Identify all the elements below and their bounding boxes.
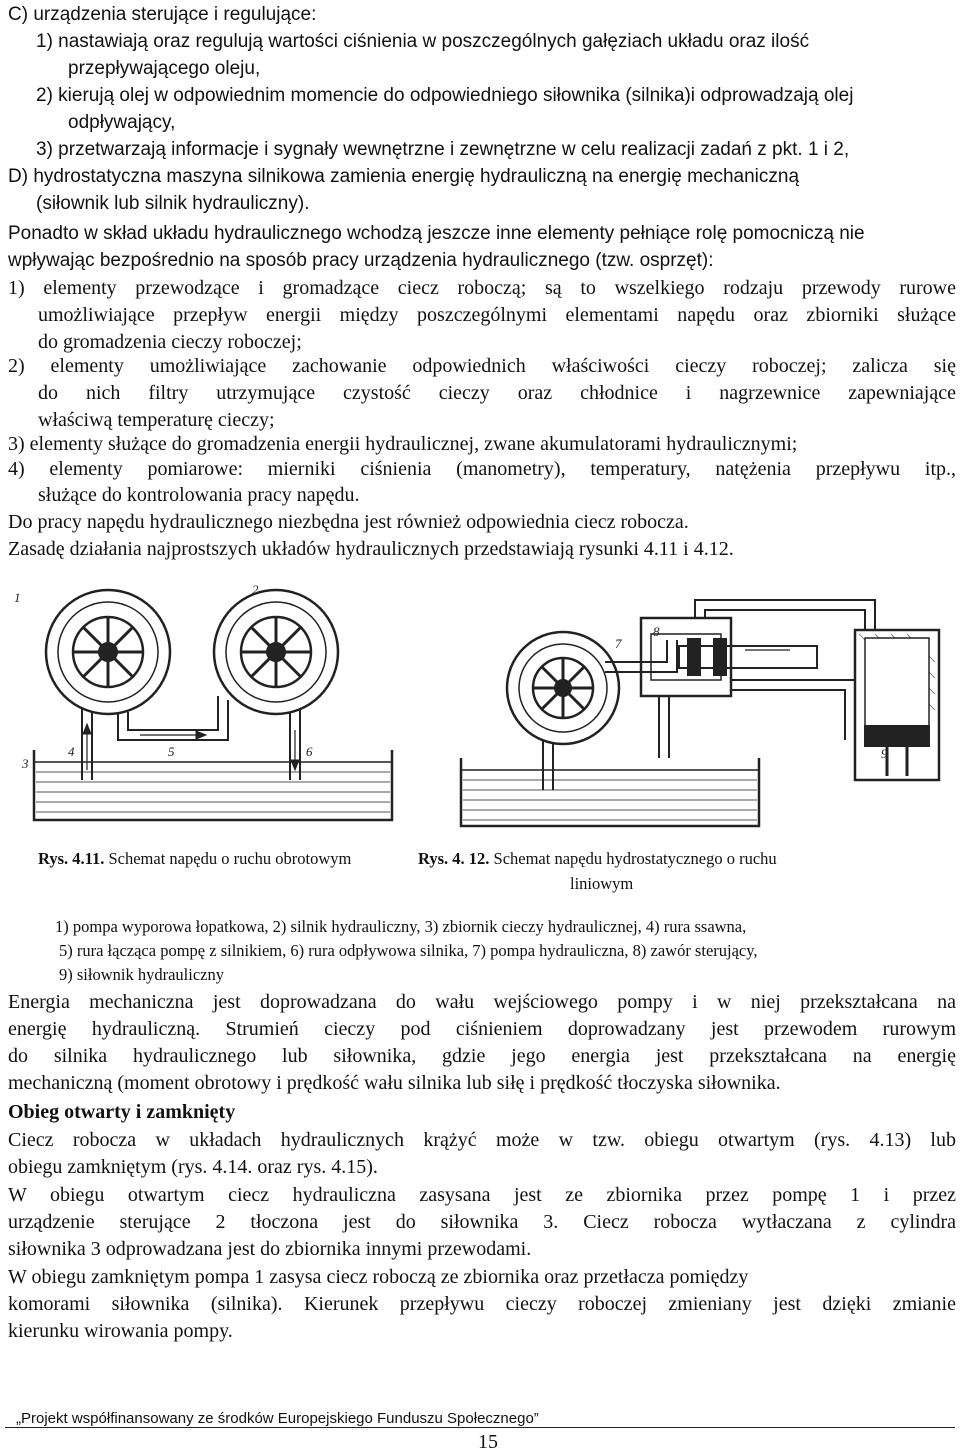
section-c-item-2-cont: odpływający, [68, 112, 176, 133]
figure-legend-line-1: 1) pompa wyporowa łopatkowa, 2) silnik hydrauliczny, 3) zbiornik cieczy hydraulicznej, 4) rura ssawna, [55, 917, 747, 936]
figure-4-12-caption-cont: liniowym [570, 874, 634, 893]
circuit-paragraph-1: Ciecz robocza w układach hydraulicznych krążyć może w tzw. obiegu otwartym (rys. 4.13) lub [8, 1129, 956, 1151]
footer-divider [5, 1427, 955, 1428]
figure-4-12-label-8: 8 [653, 624, 660, 639]
section-d-line-2: (siłownik lub silnik hydrauliczny). [36, 193, 310, 214]
figure-4-12-caption [418, 849, 777, 869]
aux-element-1-end: do gromadzenia cieczy roboczej; [38, 331, 302, 353]
closed-circuit-line-2: komorami siłownika (silnika). Kierunek przepływu cieczy roboczej zmieniany jest dzięki zmianie [8, 1293, 956, 1315]
aux-element-4-cont: służące do kontrolowania pracy napędu. [38, 484, 360, 506]
aux-element-1: 1) elementy przewodzące i gromadzące ciecz roboczą; są to wszelkiego rodzaju przewody rurowe [8, 277, 956, 299]
figure-4-11-label-6: 6 [306, 744, 313, 759]
section-c-heading: C) urządzenia sterujące i regulujące: [8, 4, 317, 25]
aux-element-4: 4) elementy pomiarowe: mierniki ciśnienia (manometry), temperatury, natężenia przepływu itp., [8, 458, 956, 480]
section-c-item-3: 3) przetwarzają informacje i sygnały wewnętrzne i zewnętrzne w celu realizacji zadań z pkt. 1 i 2, [36, 139, 850, 160]
open-circuit-line-3: siłownika 3 odprowadzana jest do zbiornika innymi przewodami. [8, 1238, 532, 1260]
aux-paragraph-1: Do pracy napędu hydraulicznego niezbędna jest również odpowiednia ciecz robocza. [8, 511, 689, 533]
energy-paragraph-4: mechaniczną (moment obrotowy i prędkość wału silnika lub siłę i prędkość tłoczyska siłownika. [8, 1072, 781, 1094]
section-c-item-1-cont: przepływającego oleju, [68, 58, 261, 79]
energy-paragraph-2: energię hydrauliczną. Strumień cieczy pod ciśnieniem doprowadzany jest przewodem rurowym [8, 1018, 956, 1040]
energy-paragraph-1: Energia mechaniczna jest doprowadzana do wału wejściowego pompy i w niej przekształcana na [8, 991, 956, 1013]
figure-4-11-label-4: 4 [68, 744, 75, 759]
aux-element-1-cont: umożliwiające przepływ energii między poszczególnymi elementami napędu oraz zbiorniki służące [38, 304, 956, 326]
figure-4-11-label-3: 3 [22, 756, 29, 771]
closed-circuit-line-3: kierunku wirowania pompy. [8, 1320, 233, 1342]
footer-project-note: „Projekt współfinansowany ze środków Europejskiego Funduszu Społecznego” [16, 1410, 539, 1427]
figure-4-11-diagram [0, 580, 400, 840]
page-number: 15 [478, 1431, 498, 1453]
figure-4-11-number: Rys. 4.11. [38, 849, 105, 868]
energy-paragraph-3: do silnika hydraulicznego lub siłownika, gdzie jego energia jest przekształcana na energię [8, 1045, 956, 1067]
figure-legend-line-2: 5) rura łącząca pompę z silnikiem, 6) rura odpływowa silnika, 7) pompa hydrauliczna, 8) zawór sterujący, [59, 941, 758, 960]
figure-legend-line-3: 9) siłownik hydrauliczny [59, 965, 224, 984]
closed-circuit-line-1: W obiegu zamkniętym pompa 1 zasysa ciecz roboczą ze zbiornika oraz przetłacza pomiędzy [8, 1266, 749, 1288]
section-c-item-1: 1) nastawiają oraz regulują wartości ciśnienia w poszczególnych gałęziach układu oraz ilość [36, 31, 810, 52]
aux-paragraph-2: Zasadę działania najprostszych układów hydraulicznych przedstawiają rysunki 4.11 i 4.12. [8, 538, 734, 560]
aux-intro-1: Ponadto w skład układu hydraulicznego wchodzą jeszcze inne elementy pełniące rolę pomocniczą nie [8, 223, 865, 244]
section-subheading: Obieg otwarty i zamknięty [8, 1101, 236, 1123]
open-circuit-line-1: W obiegu otwartym ciecz hydrauliczna zasysana jest ze zbiornika przez pompę 1 i przez [8, 1184, 956, 1206]
figure-4-12-label-7: 7 [615, 636, 622, 651]
figure-4-11-label-2: 2 [252, 582, 259, 597]
open-circuit-line-2: urządzenie sterujące 2 tłoczona jest do siłownika 3. Ciecz robocza wytłaczana z cylindra [8, 1211, 956, 1233]
figure-4-12-label-9: 9 [881, 746, 888, 761]
figure-4-11-caption [38, 849, 351, 869]
aux-element-3: 3) elementy służące do gromadzenia energii hydraulicznej, zwane akumulatorami hydraulicznymi; [8, 433, 798, 455]
section-c-item-2: 2) kierują olej w odpowiednim momencie do odpowiedniego siłownika (silnika)i odprowadzają olej [36, 85, 854, 106]
section-d-line-1: D) hydrostatyczna maszyna silnikowa zamienia energię hydrauliczną na energię mechaniczną [8, 166, 800, 187]
figure-4-11-label-5: 5 [168, 744, 175, 759]
figure-4-12-number: Rys. 4. 12. [418, 849, 490, 868]
figure-4-11-title: Schemat napędu o ruchu obrotowym [104, 849, 352, 868]
aux-intro-2: wpływając bezpośrednio na sposób pracy urządzenia hydraulicznego (tzw. osprzęt): [8, 250, 714, 271]
circuit-paragraph-2: obiegu zamkniętym (rys. 4.14. oraz rys. 4.15). [8, 1156, 378, 1178]
figure-4-11-label-1: 1 [14, 590, 21, 605]
aux-element-2: 2) elementy umożliwiające zachowanie odpowiednich właściwości cieczy roboczej; zalicza się [8, 355, 956, 377]
figure-4-12-title: Schemat napędu hydrostatycznego o ruchu [489, 849, 777, 868]
aux-element-2-cont: do nich filtry utrzymujące czystość cieczy oraz chłodnice i nagrzewnice zapewniające [38, 382, 956, 404]
figure-4-12-diagram [455, 590, 955, 840]
aux-element-2-end: właściwą temperaturę cieczy; [38, 409, 275, 431]
